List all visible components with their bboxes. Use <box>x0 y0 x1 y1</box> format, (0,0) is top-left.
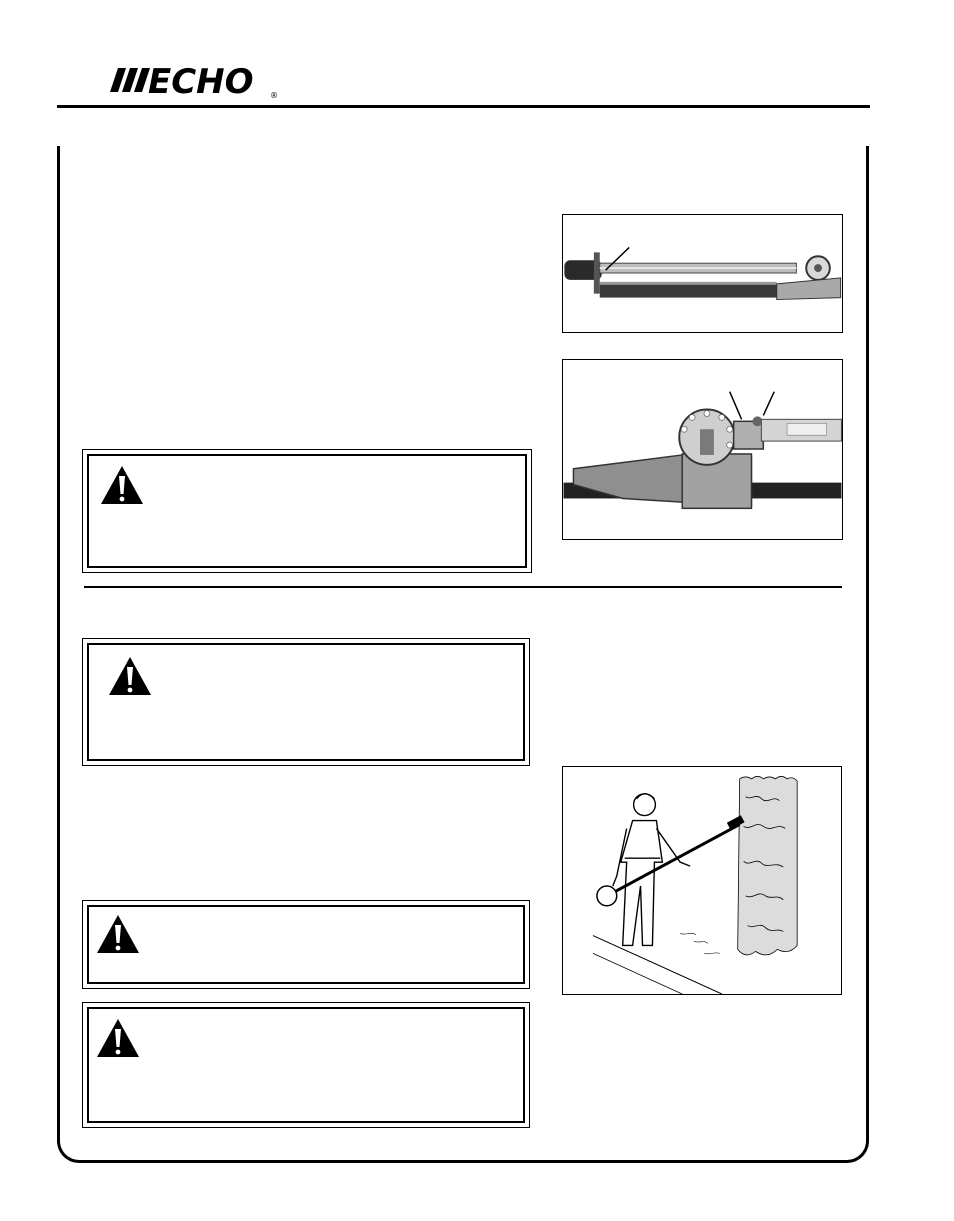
gearcase-closeup-photo-icon <box>563 360 842 539</box>
operator-hedge-illustration-icon <box>563 767 841 994</box>
warning-box-1 <box>82 449 532 573</box>
warning-box-2 <box>82 638 530 766</box>
registered-mark: ® <box>270 91 278 100</box>
echo-logo <box>110 60 280 100</box>
warning-triangle-icon <box>99 464 145 506</box>
figure-gearcase-closeup <box>562 359 843 540</box>
warning-box-4 <box>82 1002 530 1128</box>
figure-operator-trimming-hedge <box>562 766 842 995</box>
warning-triangle-icon <box>107 655 153 697</box>
logo-text: ECHO <box>148 62 254 100</box>
figure-shaft-overview <box>562 214 843 333</box>
shaft-side-view-photo-icon <box>563 215 842 332</box>
header-rule <box>57 105 870 108</box>
warning-triangle-icon <box>95 1017 141 1059</box>
warning-triangle-icon <box>95 913 141 955</box>
warning-box-3 <box>82 900 530 989</box>
section-divider <box>84 586 842 588</box>
